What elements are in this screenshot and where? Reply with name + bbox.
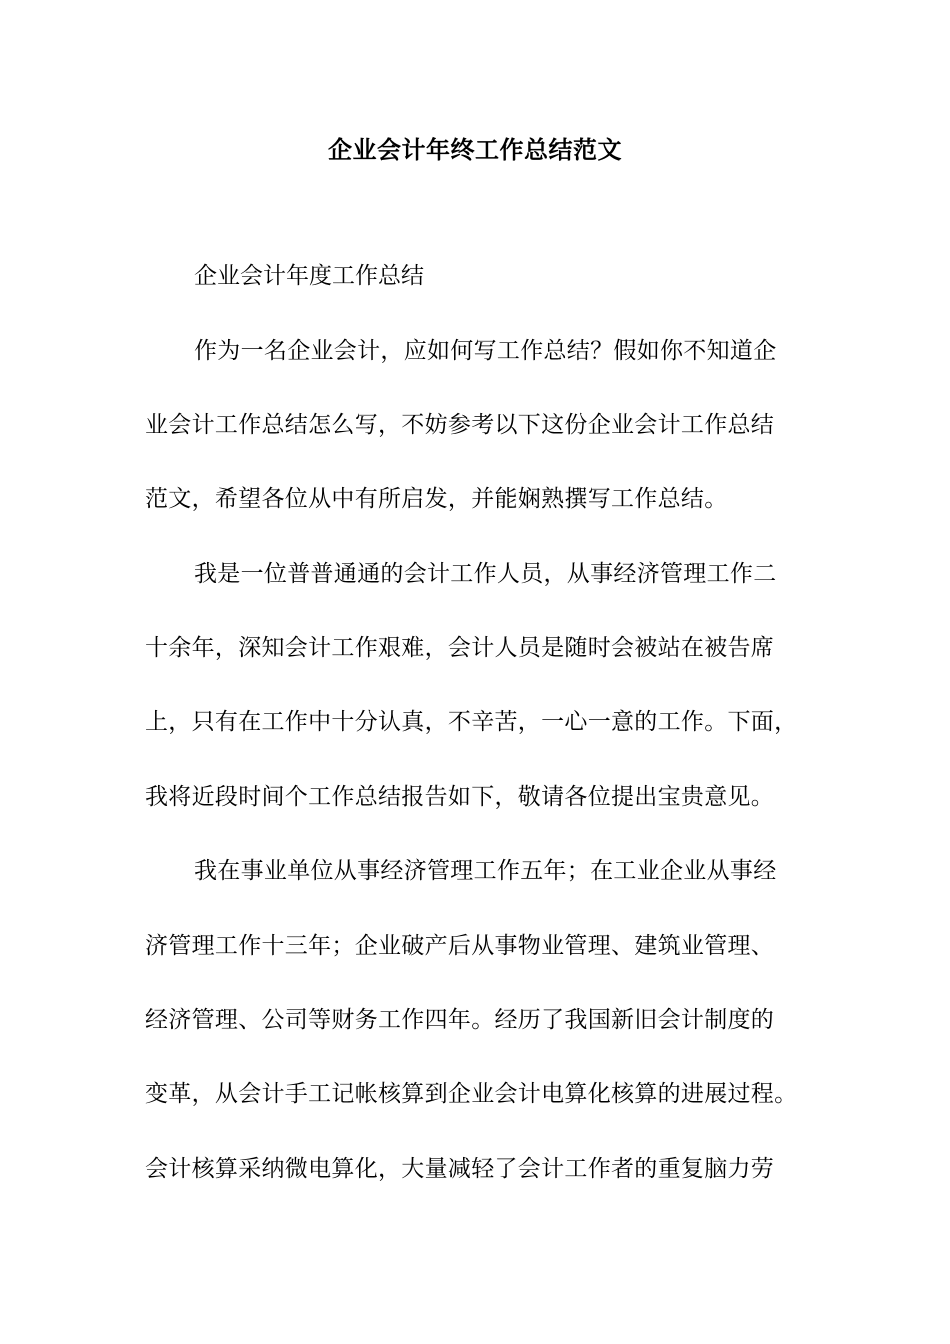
- document-subtitle: 企业会计年度工作总结: [194, 263, 424, 289]
- paragraph-2-line-1: 我是一位普普通通的会计工作人员，从事经济管理工作二: [194, 561, 777, 587]
- paragraph-2-line-2: 十余年，深知会计工作艰难，会计人员是随时会被站在被告席: [145, 635, 775, 661]
- paragraph-3-line-1: 我在事业单位从事经济管理工作五年；在工业企业从事经: [194, 858, 777, 884]
- paragraph-2-line-3: 上，只有在工作中十分认真，不辛苦，一心一意的工作。下面，: [145, 709, 798, 735]
- paragraph-3-line-3: 经济管理、公司等财务工作四年。经历了我国新旧会计制度的: [145, 1007, 775, 1033]
- paragraph-3-line-2: 济管理工作十三年；企业破产后从事物业管理、建筑业管理、: [145, 933, 775, 959]
- paragraph-1-line-2: 业会计工作总结怎么写，不妨参考以下这份企业会计工作总结: [145, 412, 775, 438]
- paragraph-3-line-5: 会计核算采纳微电算化，大量减轻了会计工作者的重复脑力劳: [145, 1156, 775, 1182]
- paragraph-3-line-4: 变革，从会计手工记帐核算到企业会计电算化核算的进展过程。: [145, 1081, 798, 1107]
- paragraph-2-line-4: 我将近段时间个工作总结报告如下，敬请各位提出宝贵意见。: [145, 784, 775, 810]
- paragraph-1-line-3: 范文，希望各位从中有所启发，并能娴熟撰写工作总结。: [145, 486, 728, 512]
- document-title: 企业会计年终工作总结范文: [328, 135, 622, 164]
- paragraph-1-line-1: 作为一名企业会计，应如何写工作总结？假如你不知道企: [194, 338, 777, 364]
